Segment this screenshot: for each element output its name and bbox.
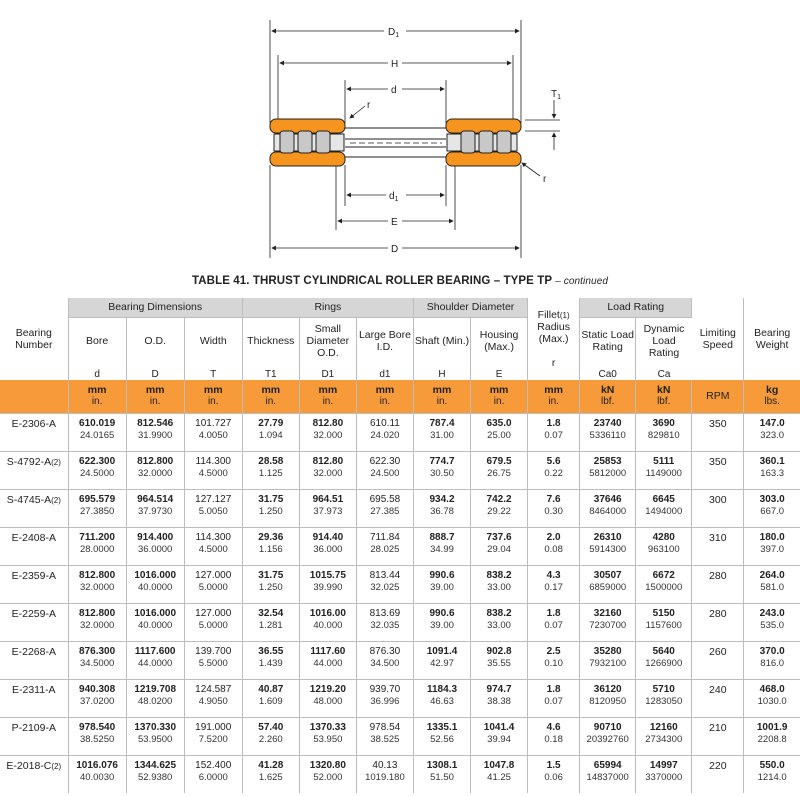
sym-H: H [413, 365, 470, 380]
value-cell: 32.54 1.281 [242, 603, 299, 641]
value-cell: 127.000 5.0000 [184, 565, 242, 603]
value-cell: 40.13 1019.180 [356, 755, 413, 793]
label-H: H [391, 59, 399, 70]
value-cell: 838.2 33.00 [471, 603, 528, 641]
limiting-speed: 280 [692, 603, 744, 641]
value-cell: 65994 14837000 [580, 755, 636, 793]
unit-cell [242, 380, 299, 413]
value-cell: 2.0 0.08 [528, 527, 580, 565]
bearing-cross-section-diagram [0, 0, 800, 272]
unit-imperial: in. [493, 396, 505, 408]
value-cell: 5.6 0.22 [528, 451, 580, 489]
bearing-weight: 243.0 535.0 [744, 603, 800, 641]
value-cell: 1.8 0.07 [528, 413, 580, 451]
col-large-bore: Large Bore I.D. [356, 317, 413, 365]
value-cell: 1117.60 44.000 [299, 641, 356, 679]
bearing-weight: 180.0 397.0 [744, 527, 800, 565]
value-cell: 32160 7230700 [580, 603, 636, 641]
label-T1: $T_1$ [551, 89, 562, 101]
unit-cell [692, 380, 744, 413]
col-small-diameter: Small Diameter O.D. [299, 317, 356, 365]
value-cell: 1.8 0.07 [528, 679, 580, 717]
limiting-speed: 300 [692, 489, 744, 527]
value-cell: 1016.076 40.0030 [68, 755, 126, 793]
value-cell: 6645 1494000 [636, 489, 692, 527]
value-cell: 876.300 34.5000 [68, 641, 126, 679]
group-rings: Rings [242, 298, 413, 317]
table-row [0, 679, 800, 717]
col-shaft: Shaft (Min.) [413, 317, 470, 365]
group-load-rating: Load Rating [580, 298, 692, 317]
value-cell: 622.300 24.5000 [68, 451, 126, 489]
sym-d: d [68, 365, 126, 380]
value-cell: 7.6 0.30 [528, 489, 580, 527]
value-cell: 737.6 29.04 [471, 527, 528, 565]
value-cell: 838.2 33.00 [471, 565, 528, 603]
value-cell: 114.300 4.5000 [184, 451, 242, 489]
unit-metric: mm [203, 384, 223, 397]
value-cell: 940.308 37.0200 [68, 679, 126, 717]
bearing-number: E-2359-A [0, 565, 68, 603]
value-cell: 787.4 31.00 [413, 413, 470, 451]
unit-metric: kN [657, 384, 671, 397]
value-cell: 974.7 38.38 [471, 679, 528, 717]
value-cell: 1016.000 40.0000 [126, 603, 184, 641]
sym-E: E [471, 365, 528, 380]
label-D1: $D_1$ [388, 27, 400, 39]
value-cell: 1370.33 53.950 [299, 717, 356, 755]
unit-imperial: lbs. [764, 396, 780, 408]
col-width: Width [184, 317, 242, 365]
unit-cell [126, 380, 184, 413]
value-cell: 622.30 24.500 [356, 451, 413, 489]
sym-T1: T1 [242, 365, 299, 380]
value-cell: 1016.00 40.000 [299, 603, 356, 641]
label-d1: $d_1$ [389, 191, 399, 203]
bearing-weight: 360.1 163.3 [744, 451, 800, 489]
value-cell: 114.300 4.5000 [184, 527, 242, 565]
unit-cell [580, 380, 636, 413]
limiting-speed: 350 [692, 413, 744, 451]
sym-D1: D1 [299, 365, 356, 380]
value-cell: 5111 1149000 [636, 451, 692, 489]
value-cell: 711.200 28.0000 [68, 527, 126, 565]
table-row [0, 489, 800, 527]
unit-imperial: in. [265, 396, 277, 408]
unit-metric: kN [600, 384, 615, 397]
value-cell: 1335.1 52.56 [413, 717, 470, 755]
value-cell: 139.700 5.5000 [184, 641, 242, 679]
value-cell: 36120 8120950 [580, 679, 636, 717]
value-cell: 127.000 5.0000 [184, 603, 242, 641]
label-r-top: r [367, 100, 371, 111]
value-cell: 812.80 32.000 [299, 451, 356, 489]
unit-metric: mm [318, 384, 338, 397]
unit-cell [636, 380, 692, 413]
value-cell: 35280 7932100 [580, 641, 636, 679]
bearing-weight: 264.0 581.0 [744, 565, 800, 603]
units-row [0, 380, 800, 413]
value-cell: 1015.75 39.990 [299, 565, 356, 603]
unit-cell [299, 380, 356, 413]
value-cell: 1370.330 53.9500 [126, 717, 184, 755]
value-cell: 1.5 0.06 [528, 755, 580, 793]
unit-cell [68, 380, 126, 413]
value-cell: 990.6 39.00 [413, 603, 470, 641]
value-cell: 124.587 4.9050 [184, 679, 242, 717]
table-title-main: TABLE 41. THRUST CYLINDRICAL ROLLER BEARING – TYPE TP [191, 275, 552, 287]
value-cell: 41.28 1.625 [242, 755, 299, 793]
table-row [0, 565, 800, 603]
bearing-weight: 303.0 667.0 [744, 489, 800, 527]
value-cell: 914.400 36.0000 [126, 527, 184, 565]
col-fillet: Fillet(1) Radius (Max.) r [528, 298, 580, 380]
unit-imperial: in. [322, 396, 334, 408]
unit-imperial: in. [436, 396, 448, 408]
value-cell: 711.84 28.025 [356, 527, 413, 565]
unit-label: RPM [706, 390, 730, 403]
value-cell: 964.51 37.973 [299, 489, 356, 527]
limiting-speed: 210 [692, 717, 744, 755]
value-cell: 813.44 32.025 [356, 565, 413, 603]
group-header-row [0, 298, 800, 317]
value-cell: 1091.4 42.97 [413, 641, 470, 679]
bearing-weight: 370.0 816.0 [744, 641, 800, 679]
value-cell: 888.7 34.99 [413, 527, 470, 565]
value-cell: 152.400 6.0000 [184, 755, 242, 793]
value-cell: 6672 1500000 [636, 565, 692, 603]
unit-imperial: lbf. [601, 396, 615, 408]
unit-imperial: in. [149, 396, 161, 408]
value-cell: 36.55 1.439 [242, 641, 299, 679]
value-cell: 90710 20392760 [580, 717, 636, 755]
unit-imperial: in. [91, 396, 103, 408]
limiting-speed: 260 [692, 641, 744, 679]
table-row [0, 413, 800, 451]
value-cell: 978.540 38.5250 [68, 717, 126, 755]
limiting-speed: 350 [692, 451, 744, 489]
value-cell: 876.30 34.500 [356, 641, 413, 679]
value-cell: 695.579 27.3850 [68, 489, 126, 527]
value-cell: 5150 1157600 [636, 603, 692, 641]
unit-metric: mm [87, 384, 107, 397]
table-title-continued: – continued [555, 276, 609, 287]
value-cell: 25853 5812000 [580, 451, 636, 489]
unit-metric: mm [544, 384, 563, 397]
value-cell: 610.019 24.0165 [68, 413, 126, 451]
sym-D: D [126, 365, 184, 380]
table-row [0, 603, 800, 641]
value-cell: 812.546 31.9900 [126, 413, 184, 451]
value-cell: 31.75 1.250 [242, 565, 299, 603]
table-title [0, 275, 800, 287]
value-cell: 191.000 7.5200 [184, 717, 242, 755]
unit-cell [528, 380, 580, 413]
unit-imperial: in. [379, 396, 391, 408]
unit-imperial: in. [207, 396, 219, 408]
value-cell: 1344.625 52.9380 [126, 755, 184, 793]
value-cell: 813.69 32.035 [356, 603, 413, 641]
bearing-weight: 147.0 323.0 [744, 413, 800, 451]
value-cell: 902.8 35.55 [471, 641, 528, 679]
col-od: O.D. [126, 317, 184, 365]
bearing-number: P-2109-A [0, 717, 68, 755]
value-cell: 1219.708 48.0200 [126, 679, 184, 717]
value-cell: 40.87 1.609 [242, 679, 299, 717]
bearing-number: E-2259-A [0, 603, 68, 641]
unit-metric: mm [375, 384, 395, 397]
value-cell: 812.800 32.0000 [126, 451, 184, 489]
col-housing: Housing (Max.) [471, 317, 528, 365]
group-bearing-dimensions: Bearing Dimensions [68, 298, 242, 317]
value-cell: 610.11 24.020 [356, 413, 413, 451]
col-dynamic-load: Dynamic Load Rating [643, 323, 685, 360]
value-cell: 1117.600 44.0000 [126, 641, 184, 679]
bearing-number: E-2408-A [0, 527, 68, 565]
value-cell: 29.36 1.156 [242, 527, 299, 565]
value-cell: 1041.4 39.94 [471, 717, 528, 755]
value-cell: 4.3 0.17 [528, 565, 580, 603]
limiting-speed: 240 [692, 679, 744, 717]
value-cell: 914.40 36.000 [299, 527, 356, 565]
unit-cell [184, 380, 242, 413]
value-cell: 964.514 37.9730 [126, 489, 184, 527]
bearing-weight: 468.0 1030.0 [744, 679, 800, 717]
unit-cell [356, 380, 413, 413]
unit-metric: mm [261, 384, 281, 397]
bearing-table [0, 298, 800, 793]
value-cell: 1016.000 40.0000 [126, 565, 184, 603]
value-cell: 12160 2734300 [636, 717, 692, 755]
value-cell: 812.80 32.000 [299, 413, 356, 451]
bearing-number: E-2306-A [0, 413, 68, 451]
value-cell: 4.6 0.18 [528, 717, 580, 755]
value-cell: 14997 3370000 [636, 755, 692, 793]
value-cell: 127.127 5.0050 [184, 489, 242, 527]
value-cell: 4280 963100 [636, 527, 692, 565]
value-cell: 1219.20 48.000 [299, 679, 356, 717]
value-cell: 742.2 29.22 [471, 489, 528, 527]
sym-d1: d1 [356, 365, 413, 380]
value-cell: 31.75 1.250 [242, 489, 299, 527]
sym-T: T [184, 365, 242, 380]
value-cell: 27.79 1.094 [242, 413, 299, 451]
table-row [0, 717, 800, 755]
limiting-speed: 220 [692, 755, 744, 793]
value-cell: 57.40 2.260 [242, 717, 299, 755]
label-d: d [391, 85, 397, 96]
value-cell: 37646 8464000 [580, 489, 636, 527]
symbol-row [0, 365, 800, 380]
value-cell: 30507 6859000 [580, 565, 636, 603]
column-header-row [0, 317, 800, 365]
value-cell: 5640 1266900 [636, 641, 692, 679]
value-cell: 1047.8 41.25 [471, 755, 528, 793]
value-cell: 101.727 4.0050 [184, 413, 242, 451]
value-cell: 978.54 38.525 [356, 717, 413, 755]
value-cell: 1320.80 52.000 [299, 755, 356, 793]
table-row [0, 641, 800, 679]
unit-cell [471, 380, 528, 413]
value-cell: 1184.3 46.63 [413, 679, 470, 717]
col-thickness: Thickness [242, 317, 299, 365]
sym-Ca0: Ca0 [580, 365, 636, 380]
value-cell: 990.6 39.00 [413, 565, 470, 603]
bearing-number: S-4745-A(2) [0, 489, 68, 527]
group-shoulder-diameter: Shoulder Diameter [413, 298, 527, 317]
bearing-number: E-2311-A [0, 679, 68, 717]
col-bearing-weight: Bearing Weight [744, 298, 800, 380]
value-cell: 812.800 32.0000 [68, 565, 126, 603]
sym-Ca: Ca [657, 369, 671, 380]
value-cell: 23740 5336110 [580, 413, 636, 451]
table-row [0, 755, 800, 793]
label-r-right: r [543, 174, 547, 185]
unit-metric: mm [145, 384, 165, 397]
unit-imperial: lbf. [657, 396, 671, 408]
unit-metric: kg [766, 384, 779, 397]
unit-cell [744, 380, 800, 413]
col-static-load: Static Load Rating [580, 317, 636, 365]
col-bore: Bore [68, 317, 126, 365]
value-cell: 934.2 36.78 [413, 489, 470, 527]
bearing-number: E-2018-C(2) [0, 755, 68, 793]
value-cell: 679.5 26.75 [471, 451, 528, 489]
value-cell: 635.0 25.00 [471, 413, 528, 451]
unit-metric: mm [432, 384, 452, 397]
value-cell: 26310 5914300 [580, 527, 636, 565]
value-cell: 939.70 36.996 [356, 679, 413, 717]
col-limiting-speed: Limiting Speed [692, 298, 744, 380]
table-row [0, 527, 800, 565]
label-E: E [391, 217, 398, 228]
value-cell: 5710 1283050 [636, 679, 692, 717]
value-cell: 1308.1 51.50 [413, 755, 470, 793]
value-cell: 695.58 27.385 [356, 489, 413, 527]
value-cell: 3690 829810 [636, 413, 692, 451]
unit-cell [413, 380, 470, 413]
value-cell: 1.8 0.07 [528, 603, 580, 641]
col-bearing-number: Bearing Number [0, 298, 68, 380]
bearing-weight: 550.0 1214.0 [744, 755, 800, 793]
limiting-speed: 280 [692, 565, 744, 603]
value-cell: 812.800 32.0000 [68, 603, 126, 641]
table-row [0, 451, 800, 489]
bearing-number: E-2268-A [0, 641, 68, 679]
unit-metric: mm [489, 384, 509, 397]
value-cell: 28.58 1.125 [242, 451, 299, 489]
limiting-speed: 310 [692, 527, 744, 565]
value-cell: 2.5 0.10 [528, 641, 580, 679]
bearing-weight: 1001.9 2208.8 [744, 717, 800, 755]
unit-imperial: in. [548, 396, 559, 408]
bearing-number: S-4792-A(2) [0, 451, 68, 489]
value-cell: 774.7 30.50 [413, 451, 470, 489]
label-D: D [391, 244, 399, 255]
